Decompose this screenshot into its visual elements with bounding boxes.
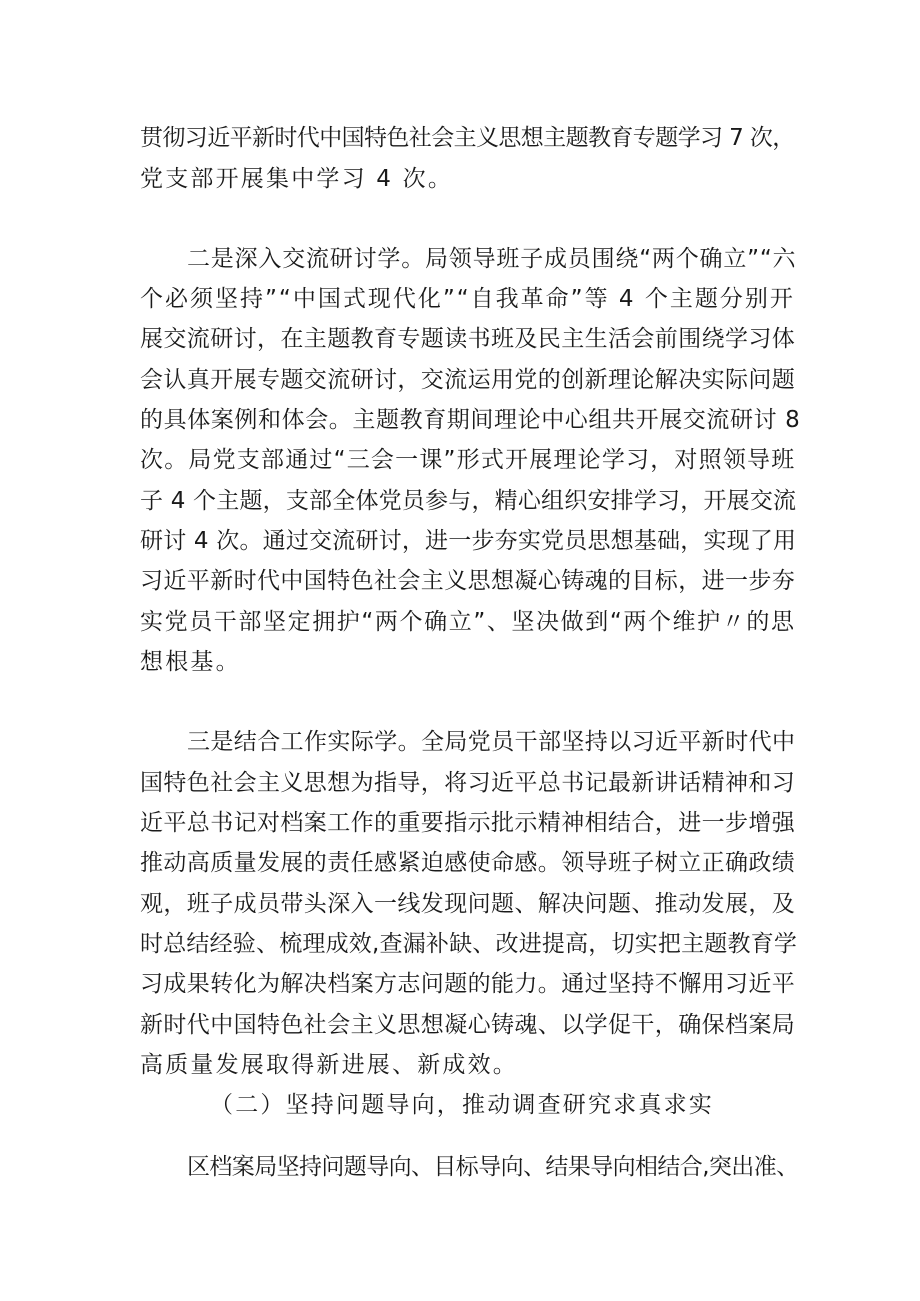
text-line-16: 近平总书记对档案工作的重要指示批示精神相结合，进一步增强 (140, 810, 796, 836)
paragraph-4-start: 区档案局坚持问题导向、目标导向、结果导向相结合,突出准、 (187, 1154, 799, 1180)
text-line-2: 党支部开展集中学习 4 次。 (140, 166, 454, 192)
text-line-13: 想根基。 (140, 649, 241, 675)
text-line-10: 研讨 4 次。通过交流研讨，进一步夯实党员思想基础，实现了用 (140, 528, 797, 554)
text-line-17: 推动高质量发展的责任感紧迫感使命感。领导班子树立正确政绩 (140, 850, 796, 876)
text-line-4: 个必须坚持”“中国式现代化”“自我革命”等 4 个主题分别开 (140, 286, 795, 312)
text-line-5: 展交流研讨，在主题教育专题读书班及民主生活会前围绕学习体 (140, 326, 796, 352)
text-line-6: 会认真开展专题交流研讨，交流运用党的创新理论解决实际问题 (140, 367, 796, 393)
text-line-9: 子 4 个主题，支部全体党员参与，精心组织安排学习，开展交流 (140, 488, 797, 514)
text-line-15: 国特色社会主义思想为指导，将习近平总书记最新讲话精神和习 (140, 770, 796, 796)
text-line-20: 习成果转化为解决档案方志问题的能力。通过坚持不懈用习近平 (140, 971, 796, 997)
section-heading: （二）坚持问题导向，推动调查研究求真求实 (210, 1092, 714, 1118)
text-line-7: 的具体案例和体会。主题教育期间理论中心组共开展交流研讨 8 (140, 407, 801, 433)
paragraph-3-start: 三是结合工作实际学。全局党员干部坚持以习近平新时代中 (187, 729, 796, 755)
text-line-22: 高质量发展取得新进展、新成效。 (140, 1052, 518, 1078)
text-line-18: 观，班子成员带头深入一线发现问题、解决问题、推动发展，及 (140, 891, 796, 917)
text-line-21: 新时代中国特色社会主义思想凝心铸魂、以学促干，确保档案局 (140, 1012, 796, 1038)
text-line-1: 贯彻习近平新时代中国特色社会主义思想主题教育专题学习 7 次， (140, 125, 795, 151)
text-line-12: 实党员干部坚定拥护“两个确立”、坚决做到“两个维护〃的思 (140, 609, 796, 635)
paragraph-2-start: 二是深入交流研讨学。局领导班子成员围绕“两个确立”“六 (187, 246, 797, 272)
text-line-11: 习近平新时代中国特色社会主义思想凝心铸魂的目标，进一步夯 (140, 568, 796, 594)
text-line-19: 时总结经验、梳理成效,查漏补缺、改进提高，切实把主题教育学 (140, 931, 798, 957)
text-line-8: 次。局党支部通过“三会一课”形式开展理论学习，对照领导班 (140, 447, 796, 473)
